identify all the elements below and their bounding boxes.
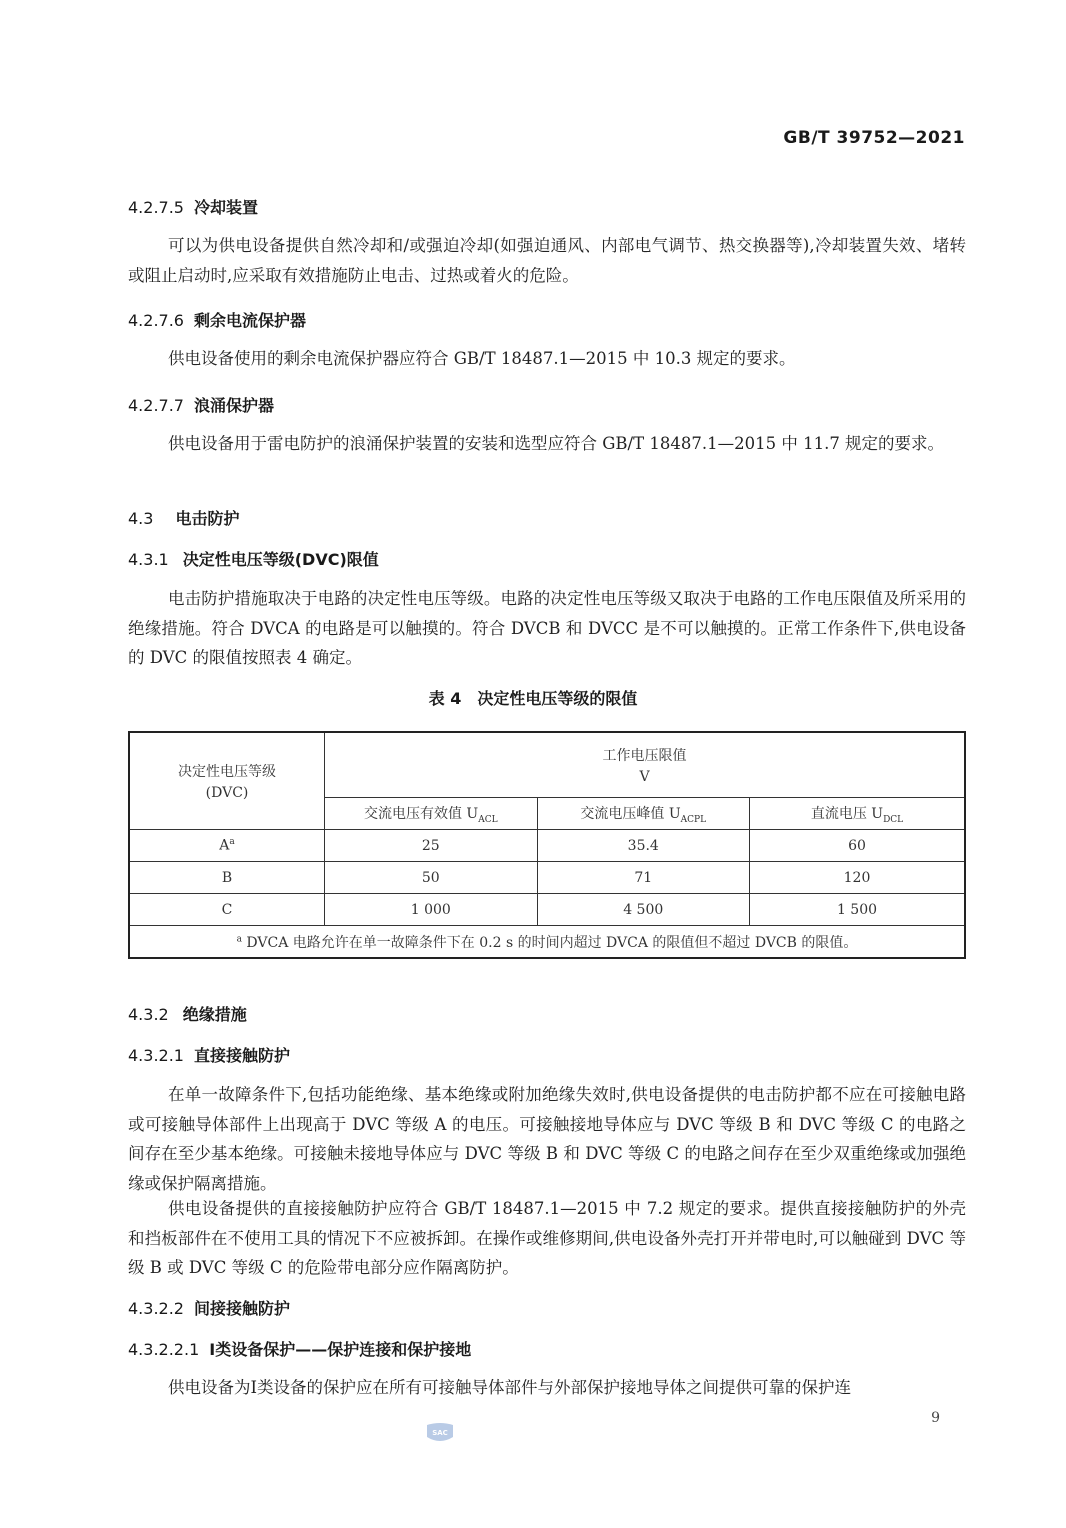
header-ac-rms: [325, 798, 537, 830]
header-ac-peak-sub: ACPL: [680, 814, 707, 825]
section-heading-4-3-2-2: [128, 1296, 290, 1319]
header-working-voltage: [325, 732, 965, 798]
paragraph-dvc: 电击防护措施取决于电路的决定性电压等级。电路的决定性电压等级又取决于电路的工作电压限值及所采用的绝缘措施。符合 DVCA 的电路是可以触摸的。符合 DVCB 和 DVCC 是不可以触摸的。正常工作条件下,供电设备的 DVC 的限值按照表 4 确定。: [128, 589, 966, 667]
paragraph-direct-contact-1: 在单一故障条件下,包括功能绝缘、基本绝缘或附加绝缘失效时,供电设备提供的电击防护都不应在可接触电路或可接触导体部件上出现高于 DVC 等级 A 的电压。可接触接地导体应与 DVC 等级 B 和 DVC 等级 C 的电路之间存在至少基本绝缘。可接触未接地导体应与 DVC 等级 B 和 DVC 等级 C 的电路之间存在至少双重绝缘或加强绝缘或保护隔离措施。: [128, 1085, 966, 1193]
header-ac-rms-sub: ACL: [478, 814, 498, 825]
level-value: A: [219, 837, 230, 854]
header-dvc-level-line2: (DVC): [205, 785, 249, 801]
section-title: 直接接触防护: [193, 1046, 290, 1065]
section-title: Ⅰ类设备保护——保护连接和保护接地: [209, 1340, 472, 1359]
section-title: 间接接触防护: [193, 1299, 290, 1318]
section-number: 4.3.2.1: [128, 1046, 184, 1065]
paragraph-surge: 供电设备用于雷电防护的浪涌保护装置的安装和选型应符合 GB/T 18487.1—2015 中 11.7 规定的要求。: [168, 434, 945, 453]
cell-acl: 1 000: [325, 894, 537, 926]
header-dc-sub: DCL: [883, 814, 904, 825]
section-number: 4.3.1: [128, 550, 169, 569]
section-number: 4.2.7.6: [128, 311, 184, 330]
paragraph-direct-contact-2: 供电设备提供的直接接触防护应符合 GB/T 18487.1—2015 中 7.2 规定的要求。提供直接接触防护的外壳和挡板部件在不使用工具的情况下不应被拆卸。在操作或维修期间,供电设备外壳打开并带电时,可以触碰到 DVC 等级 B 或 DVC 等级 C 的危险带电部分应作隔离防护。: [128, 1199, 966, 1277]
section-title: 绝缘措施: [182, 1005, 247, 1024]
cell-acl: 50: [325, 862, 537, 894]
section-number: 4.3: [128, 509, 154, 528]
section-number: 4.3.2.2.1: [128, 1340, 200, 1359]
cell-acl: 25: [325, 830, 537, 862]
standard-code: GB/T 39752—2021: [783, 128, 965, 148]
table-row: [129, 830, 965, 862]
header-ac-peak-label: 交流电压峰值 U: [580, 805, 681, 822]
section-number: 4.2.7.5: [128, 198, 184, 217]
section-number: 4.2.7.7: [128, 396, 184, 415]
section-heading-4-3-1: [128, 547, 379, 570]
section-heading-4-2-7-7: [128, 393, 274, 416]
header-working-voltage-unit: V: [639, 769, 650, 785]
cell-acpl: 4 500: [537, 894, 749, 926]
cell-dcl: 60: [750, 830, 966, 862]
sac-logo-icon: [424, 1422, 456, 1444]
header-working-voltage-line1: 工作电压限值: [602, 748, 687, 764]
paragraph-class1-protection: 供电设备为Ⅰ类设备的保护应在所有可接触导体部件与外部保护接地导体之间提供可靠的保护连: [168, 1378, 852, 1397]
section-heading-4-2-7-5: [128, 195, 258, 218]
section-heading-4-2-7-6: [128, 308, 306, 331]
table-caption: 表 4 决定性电压等级的限值: [428, 689, 638, 708]
section-heading-4-3-2-1: [128, 1043, 290, 1066]
section-heading-4-3-2-2-1: [128, 1337, 471, 1360]
table-footnote: [129, 926, 965, 959]
section-title: 决定性电压等级(DVC)限值: [182, 550, 379, 569]
table-row: [129, 862, 965, 894]
page-number: 9: [931, 1410, 940, 1426]
cell-dcl: 1 500: [750, 894, 966, 926]
level-value: C: [221, 901, 233, 918]
footnote-mark: a: [236, 933, 242, 944]
dvc-limits-table: [128, 731, 966, 959]
cell-acpl: 35.4: [537, 830, 749, 862]
header-dc: [750, 798, 966, 830]
cell-level: [129, 894, 325, 926]
level-value: B: [221, 869, 233, 886]
section-heading-4-3-2: [128, 1002, 247, 1025]
paragraph-rcd: 供电设备使用的剩余电流保护器应符合 GB/T 18487.1—2015 中 10.3 规定的要求。: [168, 349, 796, 368]
footnote-text: DVCA 电路允许在单一故障条件下在 0.2 s 的时间内超过 DVCA 的限值但不超过 DVCB 的限值。: [241, 934, 858, 951]
section-heading-4-3: [128, 506, 239, 529]
section-title: 浪涌保护器: [193, 396, 274, 415]
section-number: 4.3.2.2: [128, 1299, 184, 1318]
level-footnote-mark: a: [229, 837, 235, 848]
section-title: 电击防护: [175, 509, 240, 528]
cell-level: [129, 830, 325, 862]
header-ac-rms-label: 交流电压有效值 U: [363, 805, 479, 822]
section-number: 4.3.2: [128, 1005, 169, 1024]
cell-acpl: 71: [537, 862, 749, 894]
section-title: 冷却装置: [193, 198, 258, 217]
header-dvc-level-line1: 决定性电压等级: [178, 764, 277, 780]
cell-dcl: 120: [750, 862, 966, 894]
header-dvc-level: [129, 732, 325, 830]
header-dc-label: 直流电压 U: [810, 805, 884, 822]
header-ac-peak: [537, 798, 749, 830]
table-row: [129, 894, 965, 926]
logo-text: SAC: [432, 1429, 448, 1437]
paragraph-cooling: 可以为供电设备提供自然冷却和/或强迫冷却(如强迫通风、内部电气调节、热交换器等),冷却装置失效、堵转或阻止启动时,应采取有效措施防止电击、过热或着火的危险。: [128, 236, 966, 285]
cell-level: [129, 862, 325, 894]
section-title: 剩余电流保护器: [193, 311, 306, 330]
